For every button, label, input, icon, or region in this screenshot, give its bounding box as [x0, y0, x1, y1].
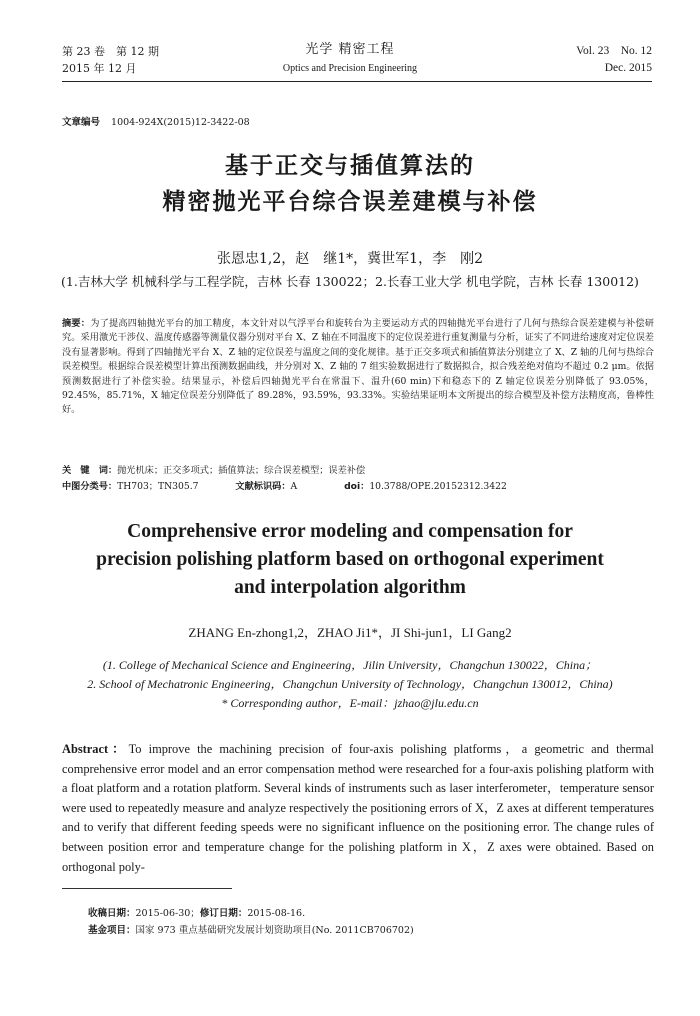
clc-label: 中图分类号：	[62, 481, 118, 492]
doc-code-value: A	[290, 481, 298, 492]
header-volume-cn: 第 23 卷 第 12 期	[62, 45, 159, 58]
revised-label: 修订日期：	[199, 908, 248, 919]
received-label: 收稿日期：	[88, 908, 136, 919]
clc-value: TH703；TN305.7	[117, 481, 199, 492]
fund-value: 国家 973 重点基础研究发展计划资助项目(No. 2011CB706702)	[135, 925, 414, 936]
title-en-line2: precision polishing platform based on orthogonal experiment	[96, 549, 604, 570]
abstract-cn-text: 为了提高四轴抛光平台的加工精度，本文针对以气浮平台和旋转台为主要运动方式的四轴抛光平台进行了几何与热综合误差建模与补偿研究。采用激光干涉仪、温度传感器等测量仪器分别对平台 X、Z 轴在不同温度下的定位误差进行重复测量与分析，证实了不同进给速度对定位误差没有显著影响。得到了四轴抛光平台 X、Z 轴的定位误差与温度之间的变化规律。基于正交多项式和插值算法分别建立了 X、Z 轴的几何与热综合误差模型。根据综合误差模型计算出预测数据曲线，并分别对 X、Z 轴的 7 组实验数据进行了数据拟合，拟合残差绝对值均不超过 0.2 μm。依据预测数据进行了补偿实验。结果显示，补偿后四轴抛光平台在常温下、温升(60 min)下和稳态下的 Z 轴定位误差分别降低了 93.05%，92.45%，85.71%，X 轴定位误差分别降低了 89.28%，93.59%，93.33%。实验结果证明本文所提出的综合模型及补偿方法精度高，鲁棒性好。	[62, 318, 654, 416]
header-rule	[62, 81, 652, 82]
affiliation-en-line1: (1. College of Mechanical Science and Engineering，Jilin University，Changchun 130022，China；	[102, 658, 598, 672]
journal-title-cn: 光学 精密工程	[305, 42, 395, 57]
revised-value: 2015-08-16.	[247, 908, 306, 919]
doi-label: doi：	[344, 481, 370, 492]
keywords-cn-label: 关 键 词：	[62, 465, 118, 476]
title-en-line1: Comprehensive error modeling and compensation for	[127, 521, 573, 542]
abstract-en-text: To improve the machining precision of four-axis polishing platforms，a geometric and thermal comprehensive error model and an error compensation method were researched for a four-axis polishing platform with a float platform and a rotation platform. Several kinds of instruments such as laser interferometer，temperature sensor were used to repeatedly measure and analyze respectively the positioning errors of X，Z axes at different temperatures and to verify that different feeding speeds were no significant influence on the positioning error. The change rules of between position error and temperature change for the polishing platform in X，Z axes were obtained. Based on orthogonal poly-	[62, 742, 655, 874]
footnote-fund	[88, 922, 414, 939]
classification-row	[62, 480, 654, 494]
affiliation-en-line2: 2. School of Mechatronic Engineering，Changchun University of Technology，Changchun 130012，China)	[87, 677, 613, 691]
keywords-cn-text: 抛光机床；正交多项式；插值算法；综合误差模型；误差补偿	[117, 465, 366, 476]
title-cn-line1: 基于正交与插值算法的	[225, 153, 475, 179]
footnote-dates: 收稿日期：2015-06-30；修订日期：2015-08-16.	[88, 908, 306, 919]
journal-title-en: Optics and Precision Engineering	[282, 63, 418, 74]
article-number-label: 文章编号	[62, 117, 101, 128]
article-number	[62, 114, 250, 128]
header-date-en: Dec. 2015	[604, 62, 652, 74]
abstract-en	[62, 740, 654, 877]
keywords-cn	[62, 464, 654, 478]
doc-code-label: 文献标识码：	[235, 481, 291, 492]
abstract-cn	[62, 317, 654, 418]
doi-value: 10.3788/OPE.20152312.3422	[369, 481, 507, 492]
header-date-cn: 2015 年 12 月	[62, 62, 137, 75]
abstract-en-label: Abstract：	[62, 742, 129, 756]
footnote-rule	[62, 888, 232, 889]
header-volume-en: Vol. 23 No. 12	[576, 45, 652, 57]
corresponding-author: * Corresponding author，E-mail：jzhao@jlu.edu.cn	[221, 696, 479, 710]
affiliations-cn: (1.吉林大学 机械科学与工程学院，吉林 长春 130022；2.长春工业大学 机电学院，吉林 长春 130012)	[61, 274, 639, 289]
authors-en: ZHANG En-zhong1,2，ZHAO Ji1*，JI Shi-jun1，LI Gang2	[188, 625, 512, 640]
abstract-cn-label: 摘要：	[62, 318, 91, 329]
title-en-line3: and interpolation algorithm	[234, 577, 466, 598]
received-value: 2015-06-30	[135, 908, 191, 919]
title-cn-line2: 精密抛光平台综合误差建模与补偿	[162, 189, 538, 215]
authors-cn: 张恩忠1,2，赵 继1*，冀世军1，李 刚2	[217, 251, 483, 267]
fund-label: 基金项目：	[88, 925, 136, 936]
article-number-value: 1004-924X(2015)12-3422-08	[111, 117, 250, 128]
